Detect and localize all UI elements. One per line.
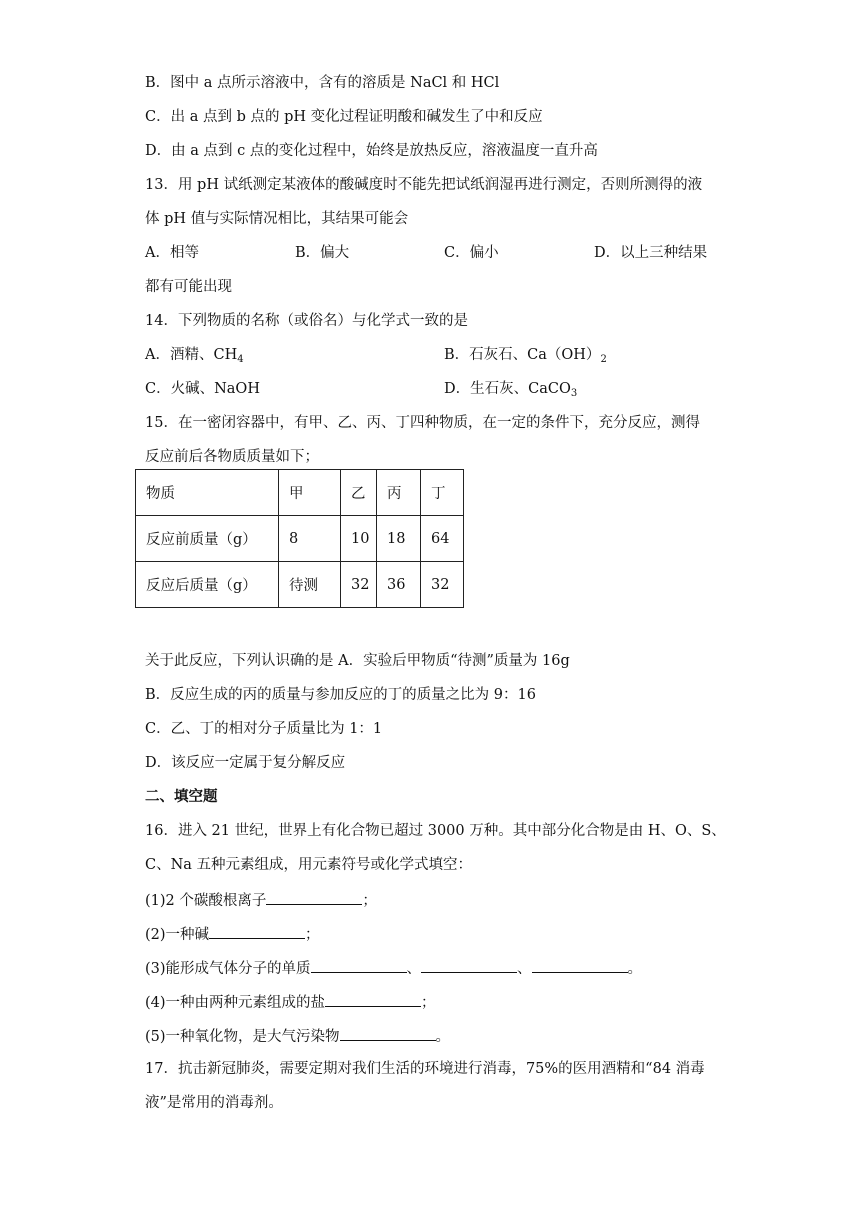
q16-part-4 xyxy=(145,991,436,1013)
q16-part-4-text: (4)一种由两种元素组成的盐 xyxy=(145,995,326,1011)
q14-option-c: C．火碱、NaOH xyxy=(145,381,260,397)
q14-option-a xyxy=(145,345,244,365)
q14-option-a-subscript: 4 xyxy=(237,354,244,365)
q16-part-1 xyxy=(145,889,377,911)
q16-part-2-text: (2)一种碱 xyxy=(145,927,210,943)
answer-blank[interactable] xyxy=(532,957,628,973)
q16-part-2 xyxy=(145,923,320,945)
q13-option-a: A．相等 xyxy=(145,245,199,261)
table-row xyxy=(136,516,464,562)
q16-part-5-text: (5)一种氧化物，是大气污染物 xyxy=(145,1029,340,1045)
q16-part-1-text: (1)2 个碳酸根离子 xyxy=(145,893,267,909)
table-header-row xyxy=(136,470,464,516)
q13-stem-line1: 13．用 pH 试纸测定某液体的酸碱度时不能先把试纸润湿再进行测定，否则所测得的液 xyxy=(145,177,703,193)
table-cell: 待测 xyxy=(279,562,341,608)
q13-option-c: C．偏小 xyxy=(444,245,499,261)
q13-option-d: D．以上三种结果 xyxy=(594,245,708,261)
table-cell: 反应后质量（g） xyxy=(136,562,279,608)
q14-option-d-text: D．生石灰、CaCO xyxy=(444,381,571,397)
q16-part-1-end: ； xyxy=(362,893,377,909)
answer-blank[interactable] xyxy=(209,923,305,939)
q16-part-4-end: ； xyxy=(421,995,436,1011)
q15-question: 关于此反应，下列认识确的是 A．实验后甲物质“待测”质量为 16g xyxy=(145,653,570,669)
q16-part-5-end: 。 xyxy=(435,1029,451,1045)
answer-blank[interactable] xyxy=(311,957,407,973)
answer-blank[interactable] xyxy=(325,991,421,1007)
header-cell-jia: 甲 xyxy=(279,470,341,516)
q13-stem-line2: 体 pH 值与实际情况相比，其结果可能会 xyxy=(145,211,409,227)
q16-part-3-end: 。 xyxy=(627,961,643,977)
answer-blank[interactable] xyxy=(421,957,517,973)
q15-option-b: B．反应生成的丙的质量与参加反应的丁的质量之比为 9：16 xyxy=(145,687,536,703)
q12-option-c: C．出 a 点到 b 点的 pH 变化过程证明酸和碱发生了中和反应 xyxy=(145,109,543,125)
answer-blank[interactable] xyxy=(340,1025,436,1041)
q16-part-3-sep: 、 xyxy=(517,961,532,977)
table-cell: 反应前质量（g） xyxy=(136,516,279,562)
q14-option-b xyxy=(444,345,607,365)
q14-option-d xyxy=(444,379,577,399)
q16-stem-line2: C、Na 五种元素组成，用元素符号或化学式填空： xyxy=(145,857,473,873)
q12-option-d: D．由 a 点到 c 点的变化过程中，始终是放热反应，溶液温度一直升高 xyxy=(145,143,598,159)
q13-option-d-continued: 都有可能出现 xyxy=(145,279,232,295)
q15-option-d: D．该反应一定属于复分解反应 xyxy=(145,755,346,771)
section-title: 二、填空题 xyxy=(145,788,218,805)
table-cell: 32 xyxy=(341,562,377,608)
table-cell: 32 xyxy=(421,562,464,608)
q14-option-d-subscript: 3 xyxy=(570,388,578,399)
table-cell: 8 xyxy=(279,516,341,562)
header-cell-substance: 物质 xyxy=(136,470,279,516)
q14-option-b-subscript: 2 xyxy=(600,354,607,365)
table-cell: 10 xyxy=(341,516,377,562)
q14-option-a-text: A．酒精、CH xyxy=(145,347,238,363)
q17-stem-line1: 17．抗击新冠肺炎，需要定期对我们生活的环境进行消毒，75%的医用酒精和“84 消毒 xyxy=(145,1061,705,1077)
table-cell: 18 xyxy=(377,516,421,562)
q16-part-3-text: (3)能形成气体分子的单质 xyxy=(145,961,311,977)
header-cell-yi: 乙 xyxy=(341,470,377,516)
q15-option-c: C．乙、丁的相对分子质量比为 1：1 xyxy=(145,721,383,737)
q16-stem-line1: 16．进入 21 世纪，世界上有化合物已超过 3000 万种。其中部分化合物是由 H、O、S、 xyxy=(145,823,726,839)
header-cell-ding: 丁 xyxy=(421,470,464,516)
table-row xyxy=(136,562,464,608)
mass-table xyxy=(135,469,464,608)
table-cell: 36 xyxy=(377,562,421,608)
header-cell-bing: 丙 xyxy=(377,470,421,516)
q15-stem-line1: 15．在一密闭容器中，有甲、乙、丙、丁四种物质，在一定的条件下，充分反应，测得 xyxy=(145,415,700,431)
q16-part-3-sep: 、 xyxy=(406,961,422,977)
q14-stem: 14．下列物质的名称（或俗名）与化学式一致的是 xyxy=(145,313,468,329)
q16-part-5 xyxy=(145,1025,450,1047)
q16-part-3 xyxy=(145,957,642,979)
q17-stem-line2: 液”是常用的消毒剂。 xyxy=(145,1095,283,1111)
q16-part-2-end: ； xyxy=(305,927,320,943)
q12-option-b: B．图中 a 点所示溶液中，含有的溶质是 NaCl 和 HCl xyxy=(145,75,500,91)
q13-option-b: B．偏大 xyxy=(295,245,350,261)
answer-blank[interactable] xyxy=(266,889,362,905)
table-cell: 64 xyxy=(421,516,464,562)
q15-stem-line2: 反应前后各物质质量如下； xyxy=(145,449,319,465)
q14-option-b-text: B．石灰石、Ca（OH） xyxy=(444,347,601,363)
